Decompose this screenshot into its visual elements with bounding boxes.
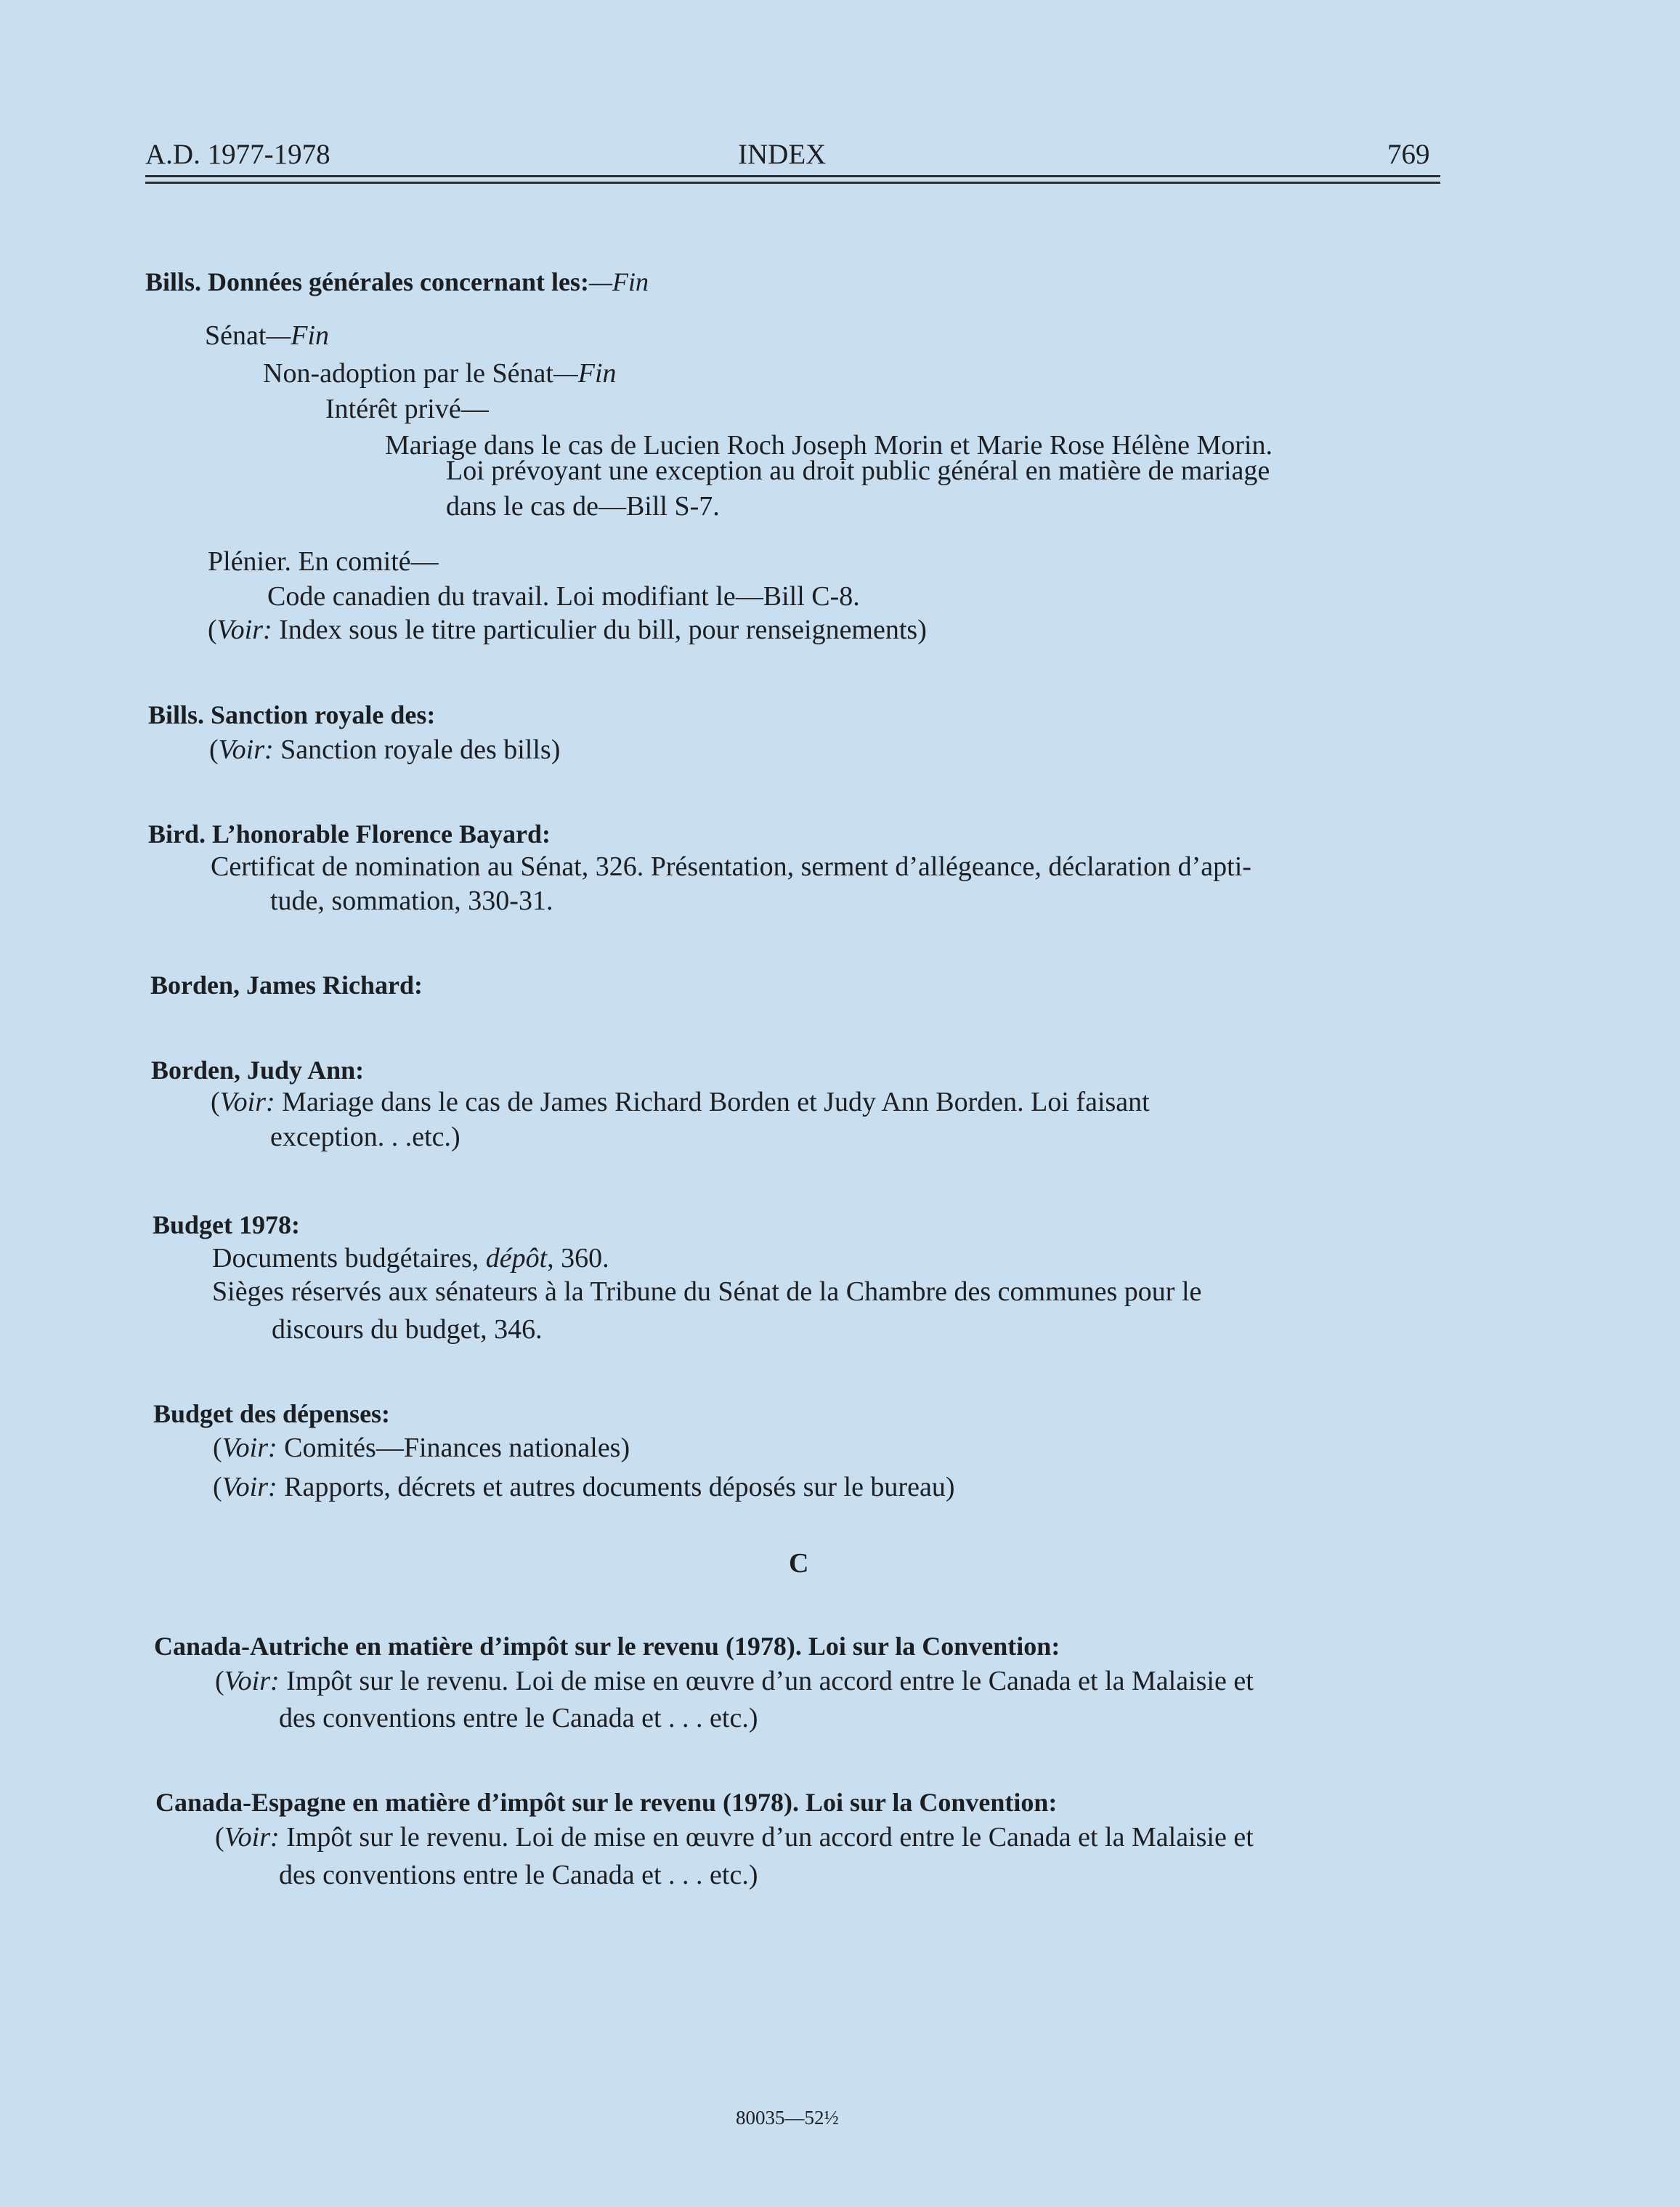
- entry-heading-bills-donnees: Bills. Données générales concernant les:—Fin: [145, 267, 649, 296]
- subentry-interet-prive: Intérêt privé—: [325, 394, 489, 424]
- header-title: INDEX: [738, 139, 827, 170]
- canada-espagne-line1: (Voir: Impôt sur le revenu. Loi de mise en œuvre d’un accord entre le Canada et la Malaisie et: [215, 1822, 1254, 1852]
- entry-heading-canada-autriche: Canada-Autriche en matière d’impôt sur le revenu (1978). Loi sur la Convention:: [154, 1632, 1060, 1661]
- mariage-morin-line1: Mariage dans le cas de Lucien Roch Joseph Morin et Marie Rose Hélène Morin.: [385, 430, 1273, 461]
- budget-sieges-line2: discours du budget, 346.: [272, 1314, 543, 1345]
- bird-line2: tude, sommation, 330-31.: [270, 886, 553, 916]
- voir-reference-sanction: (Voir: Sanction royale des bills): [209, 734, 561, 765]
- entry-heading-bills-sanction: Bills. Sanction royale des:: [148, 700, 436, 729]
- canada-autriche-line2: des conventions entre le Canada et . . . etc.): [279, 1703, 758, 1733]
- subentry-code-canadien: Code canadien du travail. Loi modifiant le—Bill C-8.: [267, 581, 860, 612]
- borden-judy-line1: (Voir: Mariage dans le cas de James Richard Borden et Judy Ann Borden. Loi faisant: [211, 1087, 1150, 1117]
- bird-line1: Certificat de nomination au Sénat, 326. Présentation, serment d’allégeance, déclaration d’apti-: [211, 851, 1251, 882]
- entry-heading-budget-depenses: Budget des dépenses:: [153, 1399, 391, 1428]
- voir-reference-comites: (Voir: Comités—Finances nationales): [213, 1433, 630, 1463]
- voir-reference-index: (Voir: Index sous le titre particulier du bill, pour renseignements): [208, 615, 927, 645]
- subentry-non-adoption: Non-adoption par le Sénat—Fin: [263, 358, 617, 389]
- budget-sieges-line1: Sièges réservés aux sénateurs à la Tribune du Sénat de la Chambre des communes pour le: [212, 1276, 1202, 1307]
- header-rule-bottom: [145, 182, 1440, 184]
- subentry-senat: Sénat—Fin: [205, 320, 329, 351]
- voir-reference-rapports: (Voir: Rapports, décrets et autres documents déposés sur le bureau): [213, 1472, 955, 1502]
- footer-print-code: 80035—52½: [736, 2107, 839, 2129]
- mariage-morin-line2: Loi prévoyant une exception au droit public général en matière de mariage: [446, 455, 1270, 486]
- page-number: 769: [1387, 139, 1430, 170]
- entry-heading-canada-espagne: Canada-Espagne en matière d’impôt sur le revenu (1978). Loi sur la Convention:: [155, 1788, 1058, 1817]
- canada-espagne-line2: des conventions entre le Canada et . . . etc.): [279, 1860, 758, 1890]
- entry-heading-budget-1978: Budget 1978:: [153, 1210, 301, 1239]
- budget-documents: Documents budgétaires, dépôt, 360.: [212, 1243, 609, 1273]
- section-letter: C: [789, 1548, 809, 1579]
- mariage-morin-line3: dans le cas de—Bill S-7.: [446, 491, 720, 522]
- header-rule-top: [145, 175, 1440, 177]
- header-years: A.D. 1977-1978: [145, 139, 330, 170]
- subentry-plenier: Plénier. En comité—: [208, 546, 439, 577]
- entry-heading-borden-judy: Borden, Judy Ann:: [151, 1056, 365, 1085]
- entry-heading-borden-james: Borden, James Richard:: [150, 971, 423, 1000]
- entry-heading-bird: Bird. L’honorable Florence Bayard:: [148, 819, 551, 849]
- borden-judy-line2: exception. . .etc.): [270, 1122, 460, 1152]
- canada-autriche-line1: (Voir: Impôt sur le revenu. Loi de mise en œuvre d’un accord entre le Canada et la Malaisie et: [215, 1666, 1254, 1696]
